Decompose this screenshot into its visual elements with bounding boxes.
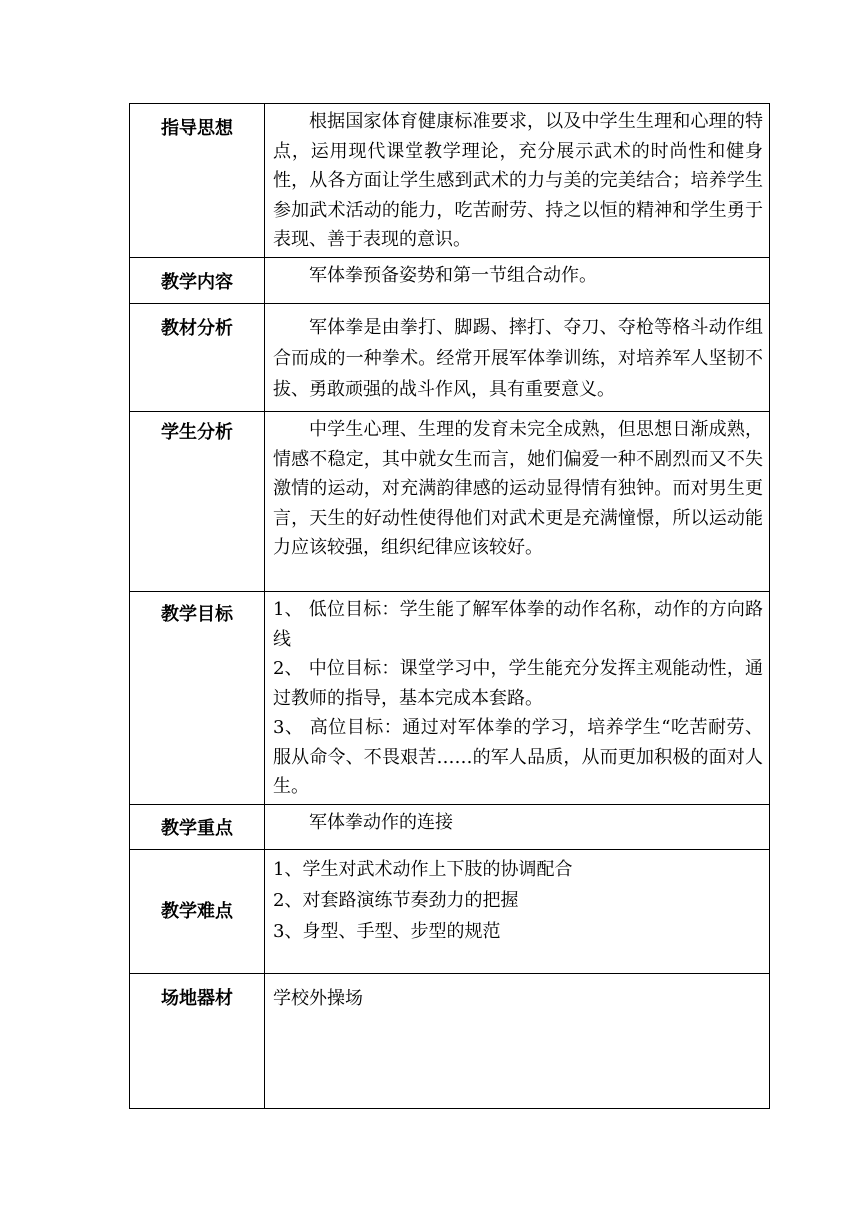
label-cell bbox=[130, 974, 265, 1109]
row-label-material-analysis: 教材分析 bbox=[161, 318, 233, 339]
content-cell bbox=[265, 412, 770, 592]
row-label-venue-equipment: 场地器材 bbox=[161, 988, 233, 1009]
table-row-difficulties bbox=[130, 850, 770, 974]
content-cell bbox=[265, 104, 770, 258]
content-cell bbox=[265, 304, 770, 412]
label-cell bbox=[130, 104, 265, 258]
label-cell bbox=[130, 258, 265, 304]
table-row-venue-equipment bbox=[130, 974, 770, 1109]
table-row-teaching-content bbox=[130, 258, 770, 304]
label-cell bbox=[130, 850, 265, 974]
goal-item: 3、 高位目标：通过对军体拳的学习，培养学生“吃苦耐劳、服从命令、不畏艰苦……的军人品质，从而更加积极的面对人生。 bbox=[273, 717, 763, 797]
row-text-key-points: 军体拳动作的连接 bbox=[309, 812, 453, 833]
row-label-student-analysis: 学生分析 bbox=[161, 422, 233, 443]
row-label-teaching-content: 教学内容 bbox=[161, 272, 233, 293]
row-label-guiding-idea: 指导思想 bbox=[161, 118, 233, 139]
label-cell bbox=[130, 412, 265, 592]
difficulty-item: 2、对套路演练节奏劲力的把握 bbox=[273, 890, 519, 911]
table-row-teaching-goals bbox=[130, 592, 770, 805]
row-text-teaching-content: 军体拳预备姿势和第一节组合动作。 bbox=[309, 265, 597, 286]
row-text-guiding-idea: 根据国家体育健康标准要求，以及中学生生理和心理的特点，运用现代课堂教学理论，充分展示武术的时尚性和健身性，从各方面让学生感到武术的力与美的完美结合；培养学生参加武术活动的能力，吃苦耐劳、持之以恒的精神和学生勇于表现、善于表现的意识。 bbox=[273, 111, 763, 250]
difficulty-item: 3、身型、手型、步型的规范 bbox=[273, 921, 501, 942]
content-cell bbox=[265, 258, 770, 304]
row-label-teaching-goals: 教学目标 bbox=[161, 604, 233, 625]
row-text-student-analysis: 中学生心理、生理的发育未完全成熟，但思想日渐成熟，情感不稳定，其中就女生而言，她们偏爱一种不剧烈而又不失激情的运动，对充满韵律感的运动显得情有独钟。而对男生更言，天生的好动性使得他们对武术更是充满憧憬，所以运动能力应该较强，组织纪律应该较好。 bbox=[273, 419, 763, 558]
label-cell bbox=[130, 592, 265, 805]
goal-item: 1、 低位目标：学生能了解军体拳的动作名称，动作的方向路线 bbox=[273, 599, 763, 650]
table-row-material-analysis bbox=[130, 304, 770, 412]
row-text-material-analysis: 军体拳是由拳打、脚踢、摔打、夺刀、夺枪等格斗动作组合而成的一种拳术。经常开展军体拳训练，对培养军人坚韧不拔、勇敢顽强的战斗作风，具有重要意义。 bbox=[273, 317, 763, 400]
content-cell bbox=[265, 974, 770, 1109]
row-label-difficulties: 教学难点 bbox=[161, 900, 233, 922]
lesson-plan-table bbox=[129, 103, 770, 1109]
goal-item: 2、 中位目标：课堂学习中，学生能充分发挥主观能动性，通过教师的指导，基本完成本套路。 bbox=[273, 658, 763, 709]
row-text-venue-equipment: 学校外操场 bbox=[273, 988, 363, 1009]
difficulties-list bbox=[265, 850, 769, 947]
difficulty-item: 1、学生对武术动作上下肢的协调配合 bbox=[273, 859, 573, 880]
row-label-key-points: 教学重点 bbox=[161, 818, 233, 839]
content-cell bbox=[265, 592, 770, 805]
table-row-student-analysis bbox=[130, 412, 770, 592]
goals-list bbox=[265, 592, 769, 802]
label-cell bbox=[130, 304, 265, 412]
table-row-guiding-idea bbox=[130, 104, 770, 258]
label-cell bbox=[130, 805, 265, 850]
content-cell bbox=[265, 850, 770, 974]
content-cell bbox=[265, 805, 770, 850]
table-row-key-points bbox=[130, 805, 770, 850]
